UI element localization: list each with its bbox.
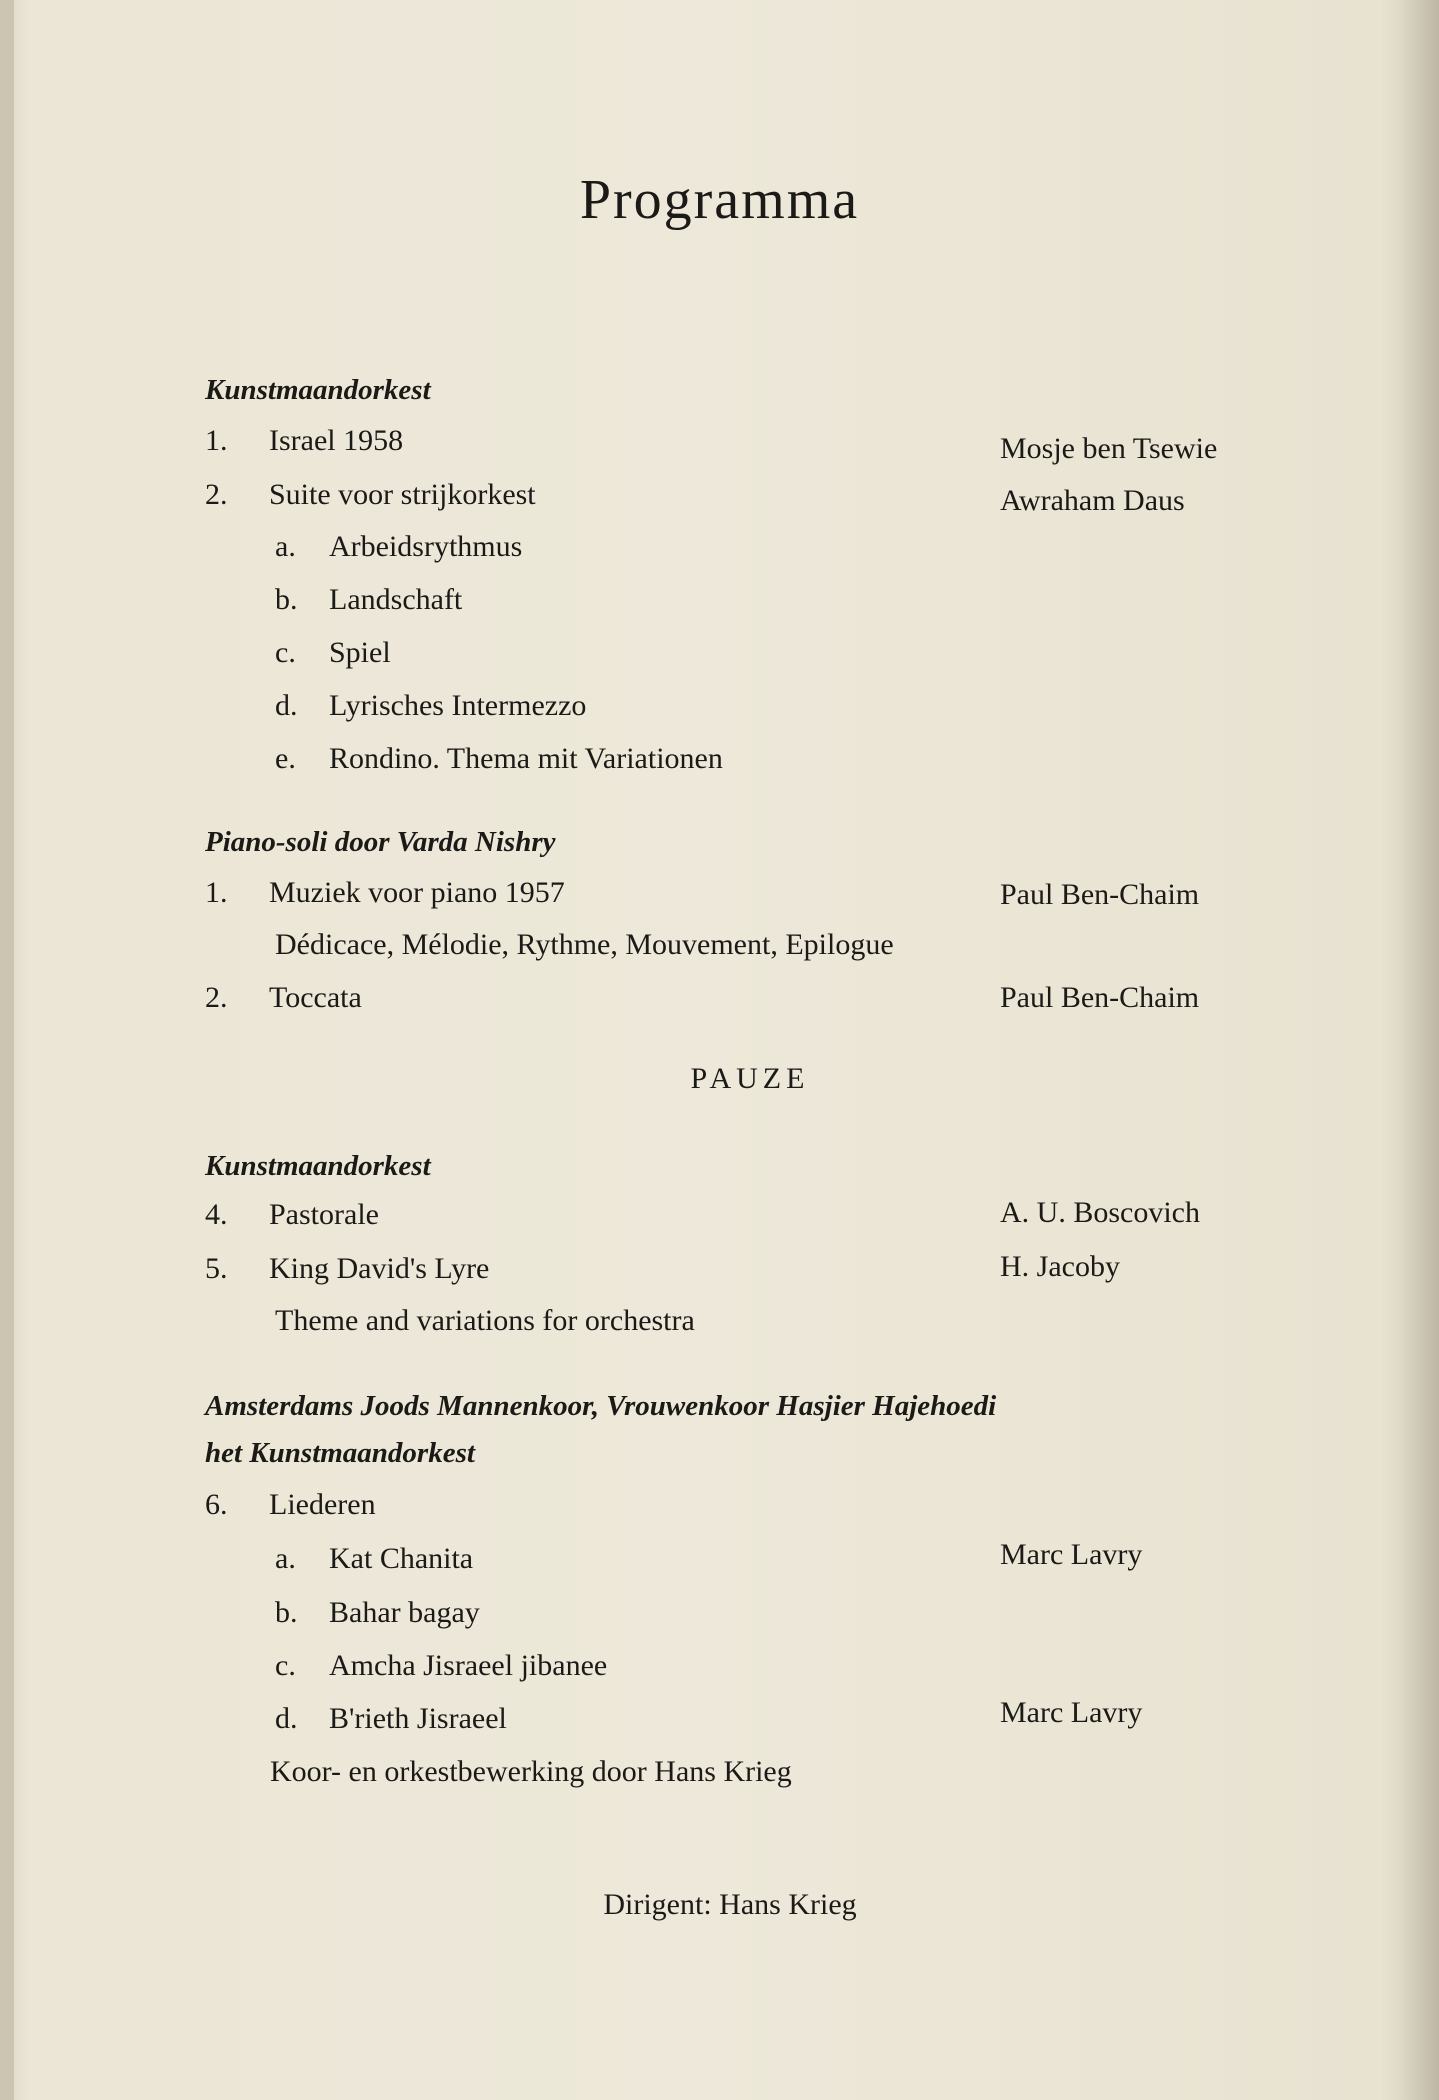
section-heading-orchestra: Kunstmaandorkest — [205, 374, 431, 406]
sub-title: Landschaft — [329, 583, 463, 616]
sub-item — [275, 636, 391, 670]
sub-title: Bahar bagay — [329, 1596, 480, 1629]
sub-letter: a. — [275, 1542, 296, 1575]
section-heading-choir-line2: het Kunstmaandorkest — [205, 1437, 475, 1469]
page-spine — [0, 0, 14, 2100]
page-title: Programma — [579, 169, 860, 231]
sub-title: Spiel — [329, 636, 391, 669]
item-title: King David's Lyre — [269, 1252, 490, 1285]
sub-title: Amcha Jisraeel jibanee — [329, 1649, 608, 1682]
section-heading-orchestra-2: Kunstmaandorkest — [205, 1150, 431, 1182]
sub-title: Rondino. Thema mit Variationen — [329, 742, 723, 775]
program-item — [205, 876, 565, 910]
item-composer: Marc Lavry — [1000, 1696, 1143, 1729]
item-number: 4. — [205, 1198, 228, 1231]
program-item — [205, 1488, 376, 1522]
sub-letter: d. — [275, 1702, 298, 1735]
item-number: 2. — [205, 478, 228, 511]
intermission-label: PAUZE — [690, 1062, 810, 1095]
program-item — [205, 981, 362, 1015]
item-composer: Paul Ben-Chaim — [1000, 878, 1200, 911]
item-composer: A. U. Boscovich — [1000, 1196, 1200, 1229]
item-title: Toccata — [269, 981, 362, 1014]
conductor-credit: Dirigent: Hans Krieg — [603, 1888, 857, 1921]
sub-item — [275, 530, 522, 564]
item-note: Theme and variations for orchestra — [275, 1304, 695, 1337]
item-number: 1. — [205, 876, 228, 909]
item-number: 5. — [205, 1252, 228, 1285]
sub-item — [275, 1702, 507, 1736]
section-heading-choir: Amsterdams Joods Mannenkoor, Vrouwenkoor Hasjier Hajehoedi — [205, 1390, 997, 1422]
item-title: Suite voor strijkorkest — [269, 478, 536, 511]
sub-title: Lyrisches Intermezzo — [329, 689, 587, 722]
item-note: Koor- en orkestbewerking door Hans Krieg — [270, 1755, 792, 1788]
item-composer: Paul Ben-Chaim — [1000, 981, 1200, 1014]
program-item — [205, 424, 403, 458]
program-item — [205, 1198, 379, 1232]
sub-title: Arbeidsrythmus — [329, 530, 523, 563]
section-heading-piano: Piano-soli door Varda Nishry — [205, 826, 556, 858]
sub-item — [275, 1542, 473, 1576]
sub-item — [275, 1596, 480, 1630]
sub-item — [275, 689, 586, 723]
item-note: Dédicace, Mélodie, Rythme, Mouvement, Epilogue — [275, 928, 894, 961]
sub-item — [275, 742, 723, 776]
item-composer: Marc Lavry — [1000, 1538, 1143, 1571]
sub-letter: c. — [275, 1649, 296, 1682]
sub-letter: e. — [275, 742, 296, 775]
program-item — [205, 478, 536, 512]
program-item — [205, 1252, 489, 1286]
sub-letter: d. — [275, 689, 298, 722]
sub-letter: c. — [275, 636, 296, 669]
item-title: Muziek voor piano 1957 — [269, 876, 565, 909]
sub-letter: a. — [275, 530, 296, 563]
item-title: Pastorale — [269, 1198, 379, 1231]
item-number: 2. — [205, 981, 228, 1014]
item-title: Israel 1958 — [269, 424, 404, 457]
item-composer: H. Jacoby — [1000, 1250, 1120, 1283]
item-title: Liederen — [269, 1488, 376, 1521]
item-number: 1. — [205, 424, 228, 457]
item-composer: Awraham Daus — [1000, 484, 1185, 517]
item-composer: Mosje ben Tsewie — [1000, 432, 1218, 465]
sub-letter: b. — [275, 1596, 298, 1629]
page-edge-shadow — [1399, 0, 1439, 2100]
sub-title: B'rieth Jisraeel — [329, 1702, 507, 1735]
sub-title: Kat Chanita — [329, 1542, 474, 1575]
item-number: 6. — [205, 1488, 228, 1521]
sub-item — [275, 583, 462, 617]
sub-item — [275, 1649, 607, 1683]
sub-letter: b. — [275, 583, 298, 616]
